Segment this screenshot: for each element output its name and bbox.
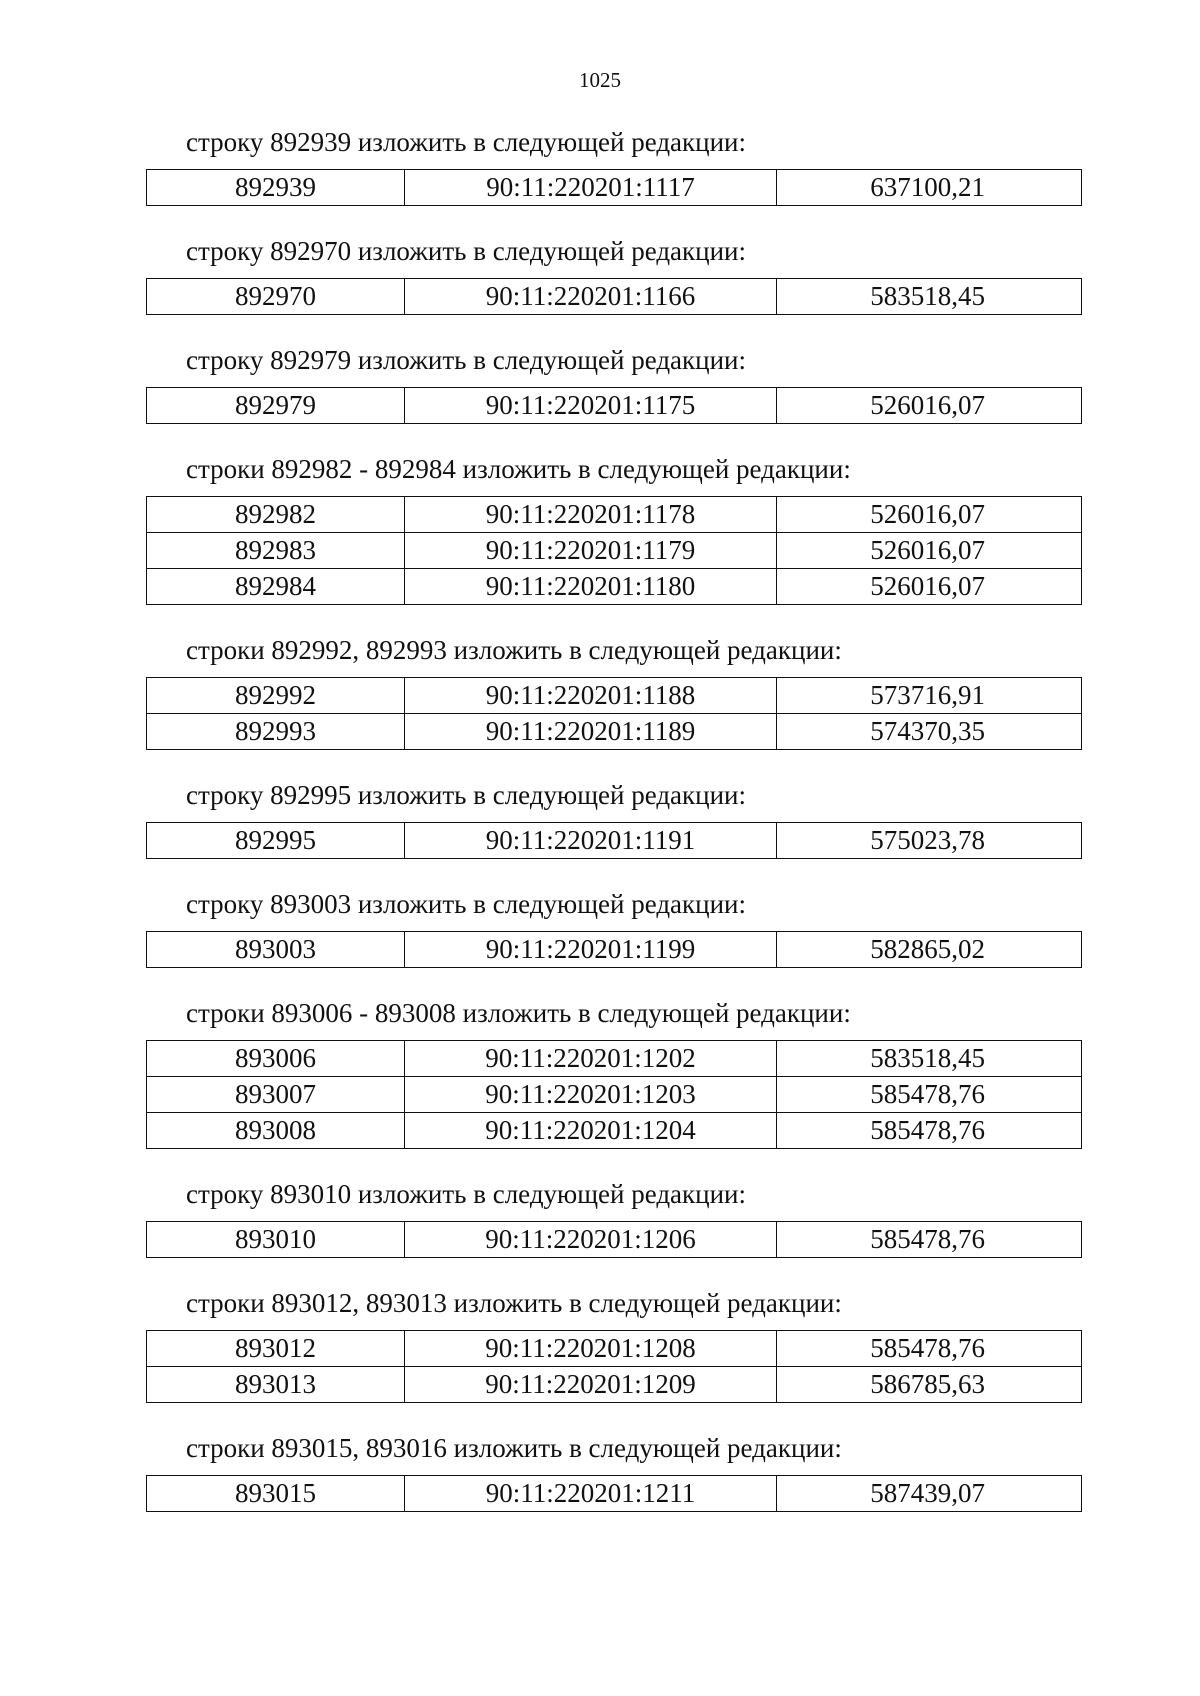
table-row	[147, 823, 1082, 859]
row-number-cell: 893012	[147, 1331, 405, 1367]
value-cell: 526016,07	[777, 569, 1082, 605]
value-cell: 526016,07	[777, 497, 1082, 533]
amendment-section	[146, 1431, 1086, 1512]
amendment-section	[146, 125, 1086, 206]
amendment-table	[146, 677, 1082, 750]
amendment-intro: строки 893015, 893016 изложить в следующей редакции:	[186, 1433, 842, 1463]
value-cell: 573716,91	[777, 678, 1082, 714]
row-number-cell: 892979	[147, 388, 405, 424]
cadastral-number-cell: 90:11:220201:1203	[405, 1077, 777, 1113]
row-number-cell: 893007	[147, 1077, 405, 1113]
row-number-cell: 893010	[147, 1222, 405, 1258]
cadastral-number-cell: 90:11:220201:1178	[405, 497, 777, 533]
amendment-table	[146, 1330, 1082, 1403]
cadastral-number-cell: 90:11:220201:1199	[405, 932, 777, 968]
amendment-intro: строку 892979 изложить в следующей редакции:	[186, 345, 747, 375]
amendment-section	[146, 887, 1086, 968]
table-row	[147, 388, 1082, 424]
value-cell: 637100,21	[777, 170, 1082, 206]
cadastral-number-cell: 90:11:220201:1204	[405, 1113, 777, 1149]
amendment-table	[146, 1040, 1082, 1149]
row-number-cell: 892983	[147, 533, 405, 569]
table-row	[147, 1077, 1082, 1113]
page-number: 1025	[579, 68, 621, 92]
value-cell: 587439,07	[777, 1476, 1082, 1512]
table-row	[147, 279, 1082, 315]
table-row	[147, 1041, 1082, 1077]
amendment-intro: строки 892992, 892993 изложить в следующей редакции:	[186, 635, 842, 665]
table-row	[147, 1331, 1082, 1367]
value-cell: 585478,76	[777, 1113, 1082, 1149]
table-row	[147, 932, 1082, 968]
amendment-section	[146, 778, 1086, 859]
table-row	[147, 1222, 1082, 1258]
row-number-cell: 893006	[147, 1041, 405, 1077]
amendment-table	[146, 387, 1082, 424]
row-number-cell: 893008	[147, 1113, 405, 1149]
value-cell: 586785,63	[777, 1367, 1082, 1403]
cadastral-number-cell: 90:11:220201:1191	[405, 823, 777, 859]
amendment-section	[146, 234, 1086, 315]
amendment-table	[146, 278, 1082, 315]
amendment-section	[146, 633, 1086, 750]
table-row	[147, 569, 1082, 605]
value-cell: 585478,76	[777, 1077, 1082, 1113]
table-row	[147, 1113, 1082, 1149]
table-row	[147, 1476, 1082, 1512]
table-row	[147, 170, 1082, 206]
amendment-intro: строку 893003 изложить в следующей редакции:	[186, 889, 747, 919]
row-number-cell: 892995	[147, 823, 405, 859]
cadastral-number-cell: 90:11:220201:1209	[405, 1367, 777, 1403]
cadastral-number-cell: 90:11:220201:1211	[405, 1476, 777, 1512]
amendment-section	[146, 343, 1086, 424]
cadastral-number-cell: 90:11:220201:1208	[405, 1331, 777, 1367]
amendment-section	[146, 1177, 1086, 1258]
value-cell: 585478,76	[777, 1222, 1082, 1258]
cadastral-number-cell: 90:11:220201:1175	[405, 388, 777, 424]
value-cell: 575023,78	[777, 823, 1082, 859]
row-number-cell: 893013	[147, 1367, 405, 1403]
amendment-table	[146, 1221, 1082, 1258]
table-row	[147, 497, 1082, 533]
table-row	[147, 678, 1082, 714]
value-cell: 585478,76	[777, 1331, 1082, 1367]
amendment-intro: строку 892995 изложить в следующей редакции:	[186, 780, 747, 810]
amendment-table	[146, 931, 1082, 968]
value-cell: 526016,07	[777, 388, 1082, 424]
amendment-table	[146, 822, 1082, 859]
table-row	[147, 714, 1082, 750]
amendment-section	[146, 1286, 1086, 1403]
amendment-intro: строки 893012, 893013 изложить в следующей редакции:	[186, 1288, 842, 1318]
row-number-cell: 892982	[147, 497, 405, 533]
cadastral-number-cell: 90:11:220201:1189	[405, 714, 777, 750]
value-cell: 526016,07	[777, 533, 1082, 569]
amendment-table	[146, 1475, 1082, 1512]
table-row	[147, 533, 1082, 569]
cadastral-number-cell: 90:11:220201:1179	[405, 533, 777, 569]
table-row	[147, 1367, 1082, 1403]
value-cell: 574370,35	[777, 714, 1082, 750]
cadastral-number-cell: 90:11:220201:1166	[405, 279, 777, 315]
amendment-intro: строку 893010 изложить в следующей редакции:	[186, 1179, 747, 1209]
row-number-cell: 893015	[147, 1476, 405, 1512]
row-number-cell: 892984	[147, 569, 405, 605]
row-number-cell: 892992	[147, 678, 405, 714]
document-body	[146, 125, 1086, 1540]
row-number-cell: 892993	[147, 714, 405, 750]
amendment-table	[146, 169, 1082, 206]
amendment-intro: строку 892939 изложить в следующей редакции:	[186, 127, 747, 157]
row-number-cell: 892970	[147, 279, 405, 315]
amendment-section	[146, 996, 1086, 1149]
amendment-section	[146, 452, 1086, 605]
cadastral-number-cell: 90:11:220201:1180	[405, 569, 777, 605]
value-cell: 582865,02	[777, 932, 1082, 968]
cadastral-number-cell: 90:11:220201:1188	[405, 678, 777, 714]
amendment-table	[146, 496, 1082, 605]
cadastral-number-cell: 90:11:220201:1117	[405, 170, 777, 206]
row-number-cell: 892939	[147, 170, 405, 206]
row-number-cell: 893003	[147, 932, 405, 968]
value-cell: 583518,45	[777, 279, 1082, 315]
amendment-intro: строки 893006 - 893008 изложить в следующей редакции:	[186, 998, 851, 1028]
value-cell: 583518,45	[777, 1041, 1082, 1077]
cadastral-number-cell: 90:11:220201:1206	[405, 1222, 777, 1258]
cadastral-number-cell: 90:11:220201:1202	[405, 1041, 777, 1077]
amendment-intro: строки 892982 - 892984 изложить в следующей редакции:	[186, 454, 851, 484]
amendment-intro: строку 892970 изложить в следующей редакции:	[186, 236, 747, 266]
